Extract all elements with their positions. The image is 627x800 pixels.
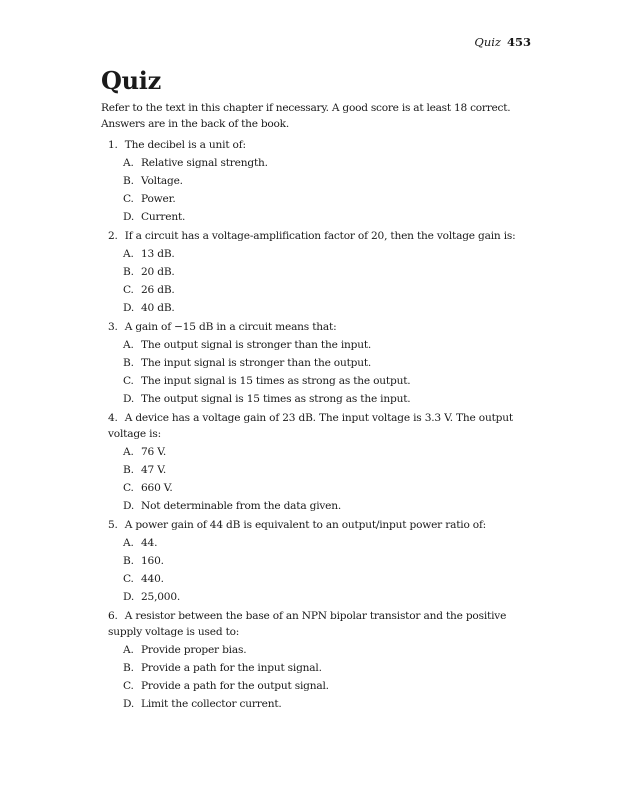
option-text: 160.	[141, 555, 164, 567]
option-text: The input signal is stronger than the output.	[141, 357, 372, 369]
answer-option	[101, 589, 541, 605]
answer-option	[101, 373, 541, 389]
answer-options	[101, 337, 541, 407]
question-number: 4.	[108, 412, 118, 424]
question-number: 2.	[108, 230, 118, 242]
option-text: 44.	[141, 537, 158, 549]
question-stem	[101, 319, 541, 335]
option-text: The input signal is 15 times as strong as the output.	[141, 375, 411, 387]
question-text: A gain of −15 dB in a circuit means that:	[124, 321, 337, 333]
question-number: 3.	[108, 321, 118, 333]
question-stem	[101, 608, 541, 640]
quiz-questions	[101, 137, 541, 715]
question-stem	[101, 137, 541, 153]
question-text: A resistor between the base of an NPN bipolar transistor and the positive supply voltage is used to:	[108, 610, 507, 638]
answer-option	[101, 173, 541, 189]
option-letter: A.	[123, 157, 134, 169]
option-text: 26 dB.	[141, 284, 175, 296]
option-text: 40 dB.	[141, 302, 175, 314]
option-letter: A.	[123, 446, 134, 458]
option-letter: D.	[123, 698, 135, 710]
question-5	[101, 517, 541, 605]
question-3	[101, 319, 541, 407]
intro-text: Refer to the text in this chapter if necessary. A good score is at least 18 correct. Answers are in the back of the book.	[101, 102, 511, 130]
answer-option	[101, 571, 541, 587]
answer-options	[101, 642, 541, 712]
answer-options	[101, 444, 541, 514]
option-text: 25,000.	[141, 591, 181, 603]
question-number: 5.	[108, 519, 118, 531]
option-text: Voltage.	[141, 175, 183, 187]
question-stem	[101, 228, 541, 244]
question-number: 1.	[108, 139, 118, 151]
option-text: The output signal is 15 times as strong as the input.	[141, 393, 411, 405]
option-letter: A.	[123, 537, 134, 549]
option-text: Relative signal strength.	[141, 157, 268, 169]
option-text: Limit the collector current.	[141, 698, 282, 710]
option-letter: C.	[123, 482, 134, 494]
option-text: 76 V.	[141, 446, 167, 458]
question-text: If a circuit has a voltage-amplification factor of 20, then the voltage gain is:	[124, 230, 516, 242]
option-text: 660 V.	[141, 482, 173, 494]
question-4	[101, 410, 541, 514]
answer-option	[101, 264, 541, 280]
option-text: Not determinable from the data given.	[141, 500, 342, 512]
option-letter: B.	[123, 357, 134, 369]
option-letter: B.	[123, 662, 134, 674]
option-letter: B.	[123, 175, 134, 187]
answer-option	[101, 191, 541, 207]
question-text: A device has a voltage gain of 23 dB. The input voltage is 3.3 V. The output voltage is:	[108, 412, 513, 440]
option-text: 440.	[141, 573, 164, 585]
question-stem	[101, 517, 541, 533]
option-text: Provide a path for the input signal.	[141, 662, 322, 674]
option-letter: A.	[123, 248, 134, 260]
option-text: 13 dB.	[141, 248, 175, 260]
option-letter: C.	[123, 573, 134, 585]
answer-option	[101, 282, 541, 298]
option-text: Power.	[141, 193, 176, 205]
answer-option	[101, 498, 541, 514]
option-text: Provide a path for the output signal.	[141, 680, 329, 692]
page-number: 453	[506, 35, 531, 49]
answer-option	[101, 462, 541, 478]
option-letter: C.	[123, 193, 134, 205]
answer-option	[101, 480, 541, 496]
page-title: Quiz	[101, 66, 161, 95]
question-stem	[101, 410, 541, 442]
answer-options	[101, 155, 541, 225]
option-letter: C.	[123, 375, 134, 387]
option-letter: B.	[123, 555, 134, 567]
running-head-title: Quiz	[474, 35, 501, 49]
answer-option	[101, 155, 541, 171]
answer-options	[101, 535, 541, 605]
option-text: Provide proper bias.	[141, 644, 247, 656]
option-text: Current.	[141, 211, 186, 223]
answer-option	[101, 535, 541, 551]
option-letter: B.	[123, 266, 134, 278]
running-head	[474, 35, 531, 49]
question-6	[101, 608, 541, 712]
question-number: 6.	[108, 610, 118, 622]
question-1	[101, 137, 541, 225]
option-letter: A.	[123, 644, 134, 656]
answer-option	[101, 391, 541, 407]
answer-option	[101, 300, 541, 316]
option-letter: D.	[123, 211, 135, 223]
option-letter: D.	[123, 302, 135, 314]
answer-option	[101, 660, 541, 676]
answer-option	[101, 696, 541, 712]
answer-option	[101, 553, 541, 569]
answer-option	[101, 678, 541, 694]
option-letter: D.	[123, 591, 135, 603]
answer-option	[101, 642, 541, 658]
option-letter: D.	[123, 500, 135, 512]
option-letter: C.	[123, 680, 134, 692]
option-text: The output signal is stronger than the input.	[141, 339, 372, 351]
option-letter: A.	[123, 339, 134, 351]
answer-option	[101, 355, 541, 371]
answer-option	[101, 444, 541, 460]
option-text: 47 V.	[141, 464, 167, 476]
option-text: 20 dB.	[141, 266, 175, 278]
answer-option	[101, 209, 541, 225]
option-letter: C.	[123, 284, 134, 296]
question-2	[101, 228, 541, 316]
answer-option	[101, 246, 541, 262]
answer-options	[101, 246, 541, 316]
question-text: The decibel is a unit of:	[124, 139, 246, 151]
answer-option	[101, 337, 541, 353]
option-letter: B.	[123, 464, 134, 476]
question-text: A power gain of 44 dB is equivalent to an output/input power ratio of:	[124, 519, 487, 531]
option-letter: D.	[123, 393, 135, 405]
